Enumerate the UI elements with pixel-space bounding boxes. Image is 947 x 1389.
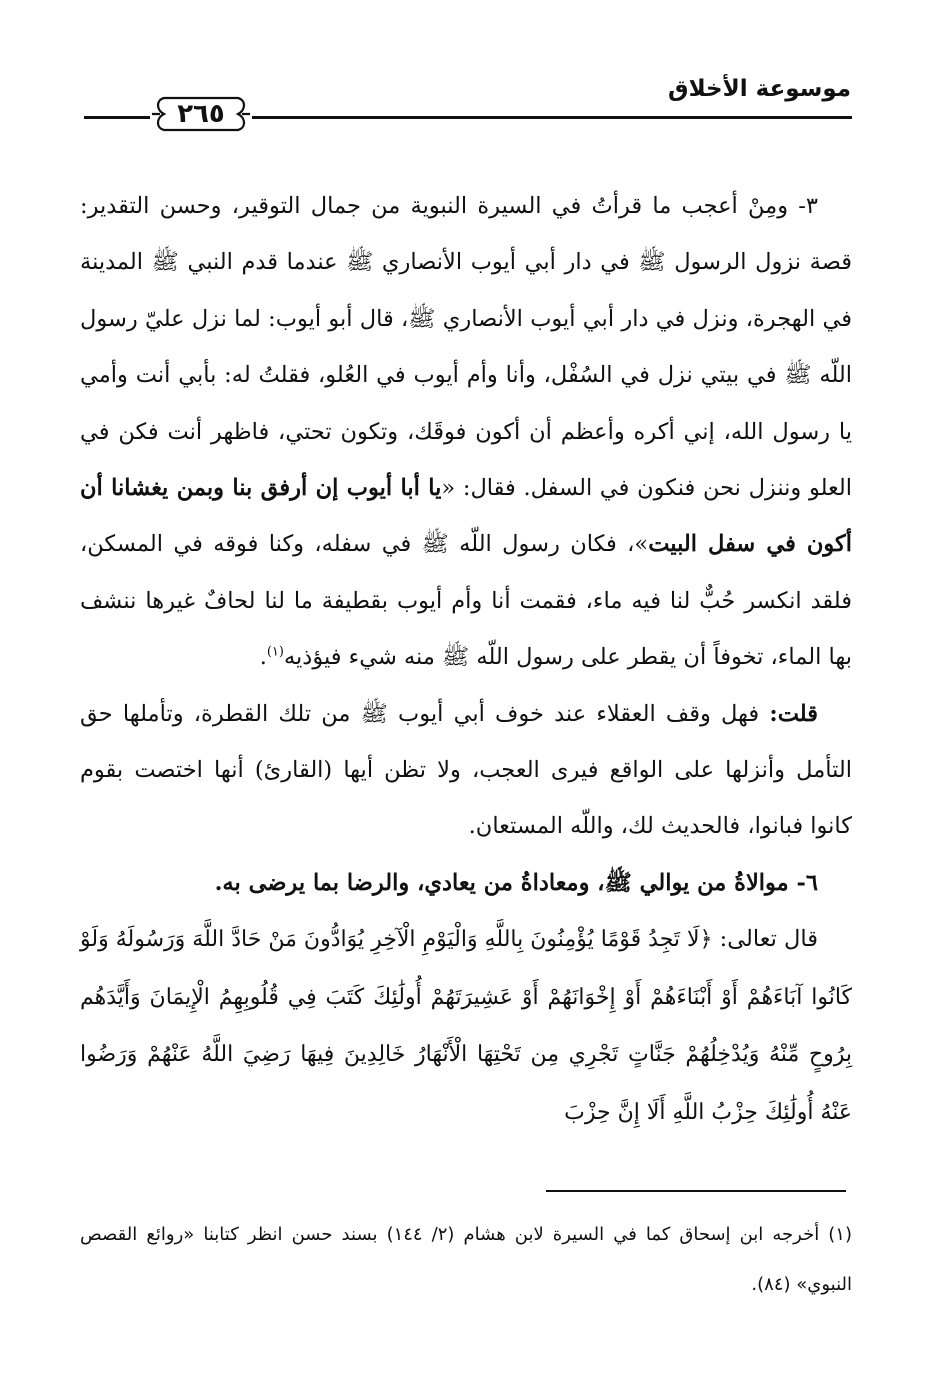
verse-intro: قال تعالى: — [712, 926, 818, 953]
story-end: . — [259, 644, 267, 671]
reflection-text: فهل وقف العقلاء عند خوف أبي أيوب ﷺ من تلك القطرة، وتأملها حق التأمل وأنزلها على الواقع فيرى العجب، ولا تظن أيها (القارئ) أنها اختصت بقوم كانوا فبانوا، فالحديث لك، واللّه المستعان. — [80, 700, 852, 840]
paragraph-verse — [80, 911, 852, 1141]
footnote-separator — [546, 1190, 846, 1192]
story-text: ٣- ومِنْ أعجب ما قرأتُ في السيرة النبوية من جمال التوقير، وحسن التقدير: قصة نزول الرسول ﷺ في دار أبي أيوب الأنصاري ﷺ عندما قدم النبي ﷺ المدينة في الهجرة، ونزل في دار أبي أيوب الأنصاري ﷺ، قال أبو أيوب: لما نزل عليّ رسول اللّه ﷺ في بيتي نزل في السُفْل، وأنا وأم أيوب في العُلو، فقلتُ له: بأبي أنت وأمي يا رسول الله، إني أكره وأعظم أن أكون فوقَك، وتكون تحتي، فاظهر أنت فكن في العلو وننزل نحن فنكون في السفل. فقال: « — [80, 193, 852, 502]
footnote-1: (١) أخرجه ابن إسحاق كما في السيرة لابن هشام (٢/ ١٤٤) بسند حسن انظر كتابنا «روائع القصص النبوي» (٨٤). — [80, 1224, 852, 1295]
story-text-continued: »، فكان رسول اللّه ﷺ في سفله، وكنا فوقه في المسكن، فلقد انكسر حُبٌّ لنا فيه ماء، فقمت أنا وأم أيوب بقطيفة ما لنا لحافٌ غيرها ننشف بها الماء، تخوفاً أن يقطر على رسول اللّه ﷺ منه شيء فيؤذيه — [80, 531, 852, 671]
paragraph-story — [80, 178, 852, 686]
page-number: ٢٦٥ — [177, 99, 225, 129]
main-text — [80, 178, 852, 1141]
running-header-title: موسوعة الأخلاق — [668, 76, 851, 102]
section-heading: ٦- موالاةُ من يوالي ﷺ، ومعاداةُ من يعادي، والرضا بما يرضى به. — [214, 869, 818, 896]
prophet-quote: يا أبا أيوب إن أرفق بنا وبمن يغشانا أن أكون في سفل البيت — [80, 475, 852, 558]
quran-verse: ﴿لَا تَجِدُ قَوْمًا يُؤْمِنُونَ بِاللَّهِ وَالْيَوْمِ الْآخِرِ يُوَادُّونَ مَنْ حَادَّ اللَّهَ وَرَسُولَهُ وَلَوْ كَانُوا آبَاءَهُمْ أَوْ أَبْنَاءَهُمْ أَوْ إِخْوَانَهُمْ أَوْ عَشِيرَتَهُمْ أُولَٰئِكَ كَتَبَ فِي قُلُوبِهِمُ الْإِيمَانَ وَأَيَّدَهُم بِرُوحٍ مِّنْهُ وَيُدْخِلُهُمْ جَنَّاتٍ تَجْرِي مِن تَحْتِهَا الْأَنْهَارُ خَالِدِينَ فِيهَا رَضِيَ اللَّهُ عَنْهُمْ وَرَضُوا عَنْهُ أُولَٰئِكَ حِزْبُ اللَّهِ أَلَا إِنَّ حِزْبَ — [80, 927, 852, 1125]
footnote-reference[interactable]: (١) — [266, 644, 284, 660]
page-number-ornament — [150, 90, 252, 138]
header-rule-left — [84, 116, 150, 119]
paragraph-reflection — [80, 686, 852, 855]
reflection-label: قلت: — [769, 700, 818, 727]
header-rule-right — [252, 116, 852, 119]
